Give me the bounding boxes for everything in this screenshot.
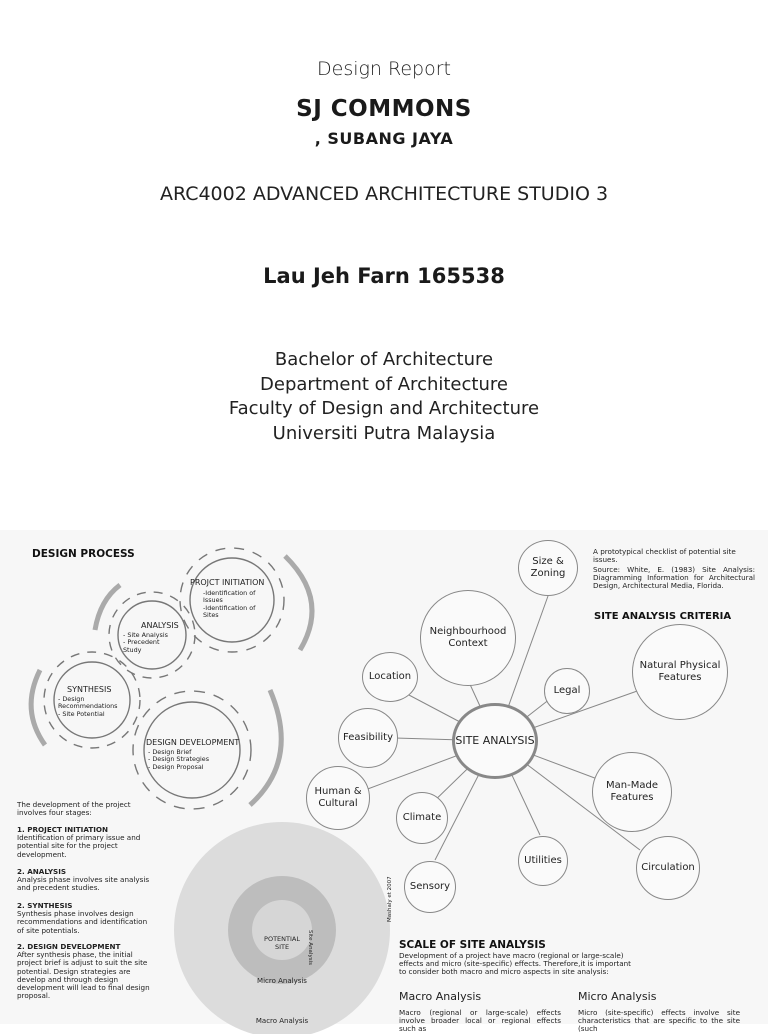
- author-name: Lau Jeh Farn 165538: [263, 264, 505, 288]
- ring-vertical-label-source: Mashaly et 2007: [387, 876, 393, 922]
- stage-4: [17, 943, 155, 1000]
- ring-label-macro: Macro Analysis: [255, 1017, 309, 1025]
- stage-4-text: After synthesis phase, the initial project brief is adjust to suit the site potential. Design strategies are develop and through design development will lead to final design proposal.: [17, 950, 150, 1001]
- design-process-sheet: [0, 530, 768, 1034]
- cover-page: [0, 0, 768, 500]
- stage-1-title: 1. PROJECT INITIATION: [17, 825, 109, 834]
- node-sensory: Sensory: [404, 861, 456, 913]
- node-natural-physical-features: Natural Physical Features: [632, 624, 728, 720]
- project-title: SJ COMMONS: [296, 96, 472, 122]
- department-line: Department of Architecture: [260, 373, 508, 395]
- stage-1-text: Identification of primary issue and potential site for the project development.: [17, 833, 141, 859]
- node-climate: Climate: [396, 792, 448, 844]
- gear-label-synthesis: SYNTHESIS: [67, 685, 112, 694]
- gear-label-development: DESIGN DEVELOPMENT: [146, 738, 240, 747]
- node-utilities: Utilities: [518, 836, 568, 886]
- process-intro: The development of the project involves four stages:: [17, 800, 131, 818]
- faculty-line: Faculty of Design and Architecture: [228, 398, 540, 419]
- node-neighbourhood-context: Neighbourhood Context: [420, 590, 516, 686]
- project-location: , SUBANG JAYA: [314, 129, 454, 148]
- micro-text: Micro (site-specific) effects involve site characteristics that are specific to the site (such: [578, 1008, 740, 1034]
- stage-2-title: 2. ANALYSIS: [17, 867, 67, 876]
- node-feasibility: Feasibility: [338, 708, 398, 768]
- micro-title: Micro Analysis: [578, 990, 657, 1003]
- macro-title: Macro Analysis: [399, 990, 482, 1003]
- criteria-heading: SITE ANALYSIS CRITERIA: [594, 611, 732, 622]
- cycle-arrow-left: [31, 670, 45, 745]
- site-analysis-center: SITE ANALYSIS: [452, 703, 538, 779]
- scale-heading: SCALE OF SITE ANALYSIS: [399, 939, 546, 951]
- report-label: Design Report: [317, 58, 451, 80]
- course-title: ARC4002 ADVANCED ARCHITECTURE STUDIO 3: [159, 183, 609, 205]
- stage-3: [17, 902, 155, 935]
- ring-label-potential-site: POTENTIAL SITE: [264, 935, 300, 951]
- design-process-heading: DESIGN PROCESS: [32, 548, 135, 560]
- cycle-arrow-right: [285, 556, 312, 650]
- ring-vertical-label-site: Site Analysis: [307, 930, 313, 965]
- gear-items-initiation: -Identification of Issues -Identification of Sites: [203, 589, 256, 620]
- node-human-cultural: Human & Cultural: [306, 766, 370, 830]
- scale-rings: [174, 822, 390, 1034]
- gear-items-synthesis: - Design Recommendations - Site Potential: [58, 695, 118, 718]
- node-man-made-features: Man-Made Features: [592, 752, 672, 832]
- gear-items-analysis: - Site Analysis - Precedent Study: [123, 631, 168, 654]
- cycle-arrow-bottom: [250, 690, 281, 805]
- checklist-source: Source: White, E. (1983) Site Analysis: Diagramming Information for Architectural Design, Architectural Media, Florida.: [593, 565, 755, 591]
- macro-text: Macro (regional or large-scale) effects involve broader local or regional effects such as: [399, 1008, 561, 1034]
- stage-1: [17, 826, 155, 859]
- cycle-arrow-top: [95, 585, 120, 630]
- gear-items-development: - Design Brief - Design Strategies - Design Proposal: [148, 748, 210, 771]
- checklist-note: A prototypical checklist of potential site issues.: [593, 547, 736, 565]
- node-circulation: Circulation: [636, 836, 700, 900]
- institution-block: [0, 348, 768, 446]
- scale-text: Development of a project have macro (regional or large-scale) effects and micro (site-specific) effects. Therefore,it is important to consider both macro and micro aspects in site analysis:: [399, 951, 631, 977]
- gear-label-initiation: PROJCT INITIATION: [190, 578, 265, 587]
- node-size-zoning: Size & Zoning: [518, 540, 578, 596]
- stage-4-title: 2. DESIGN DEVELOPMENT: [17, 942, 121, 951]
- stage-2: [17, 868, 155, 893]
- node-location: Location: [362, 652, 418, 702]
- stage-2-text: Analysis phase involves site analysis and precedent studies.: [17, 875, 150, 893]
- stage-3-title: 2. SYNTHESIS: [17, 901, 73, 910]
- degree-line: Bachelor of Architecture: [274, 349, 494, 370]
- stage-3-text: Synthesis phase involves design recommendations and identification of site potentials.: [17, 909, 148, 935]
- gear-label-analysis: ANALYSIS: [141, 621, 179, 630]
- ring-label-micro: Micro Analysis: [257, 977, 307, 985]
- university-line: Universiti Putra Malaysia: [272, 422, 496, 444]
- node-legal: Legal: [544, 668, 590, 714]
